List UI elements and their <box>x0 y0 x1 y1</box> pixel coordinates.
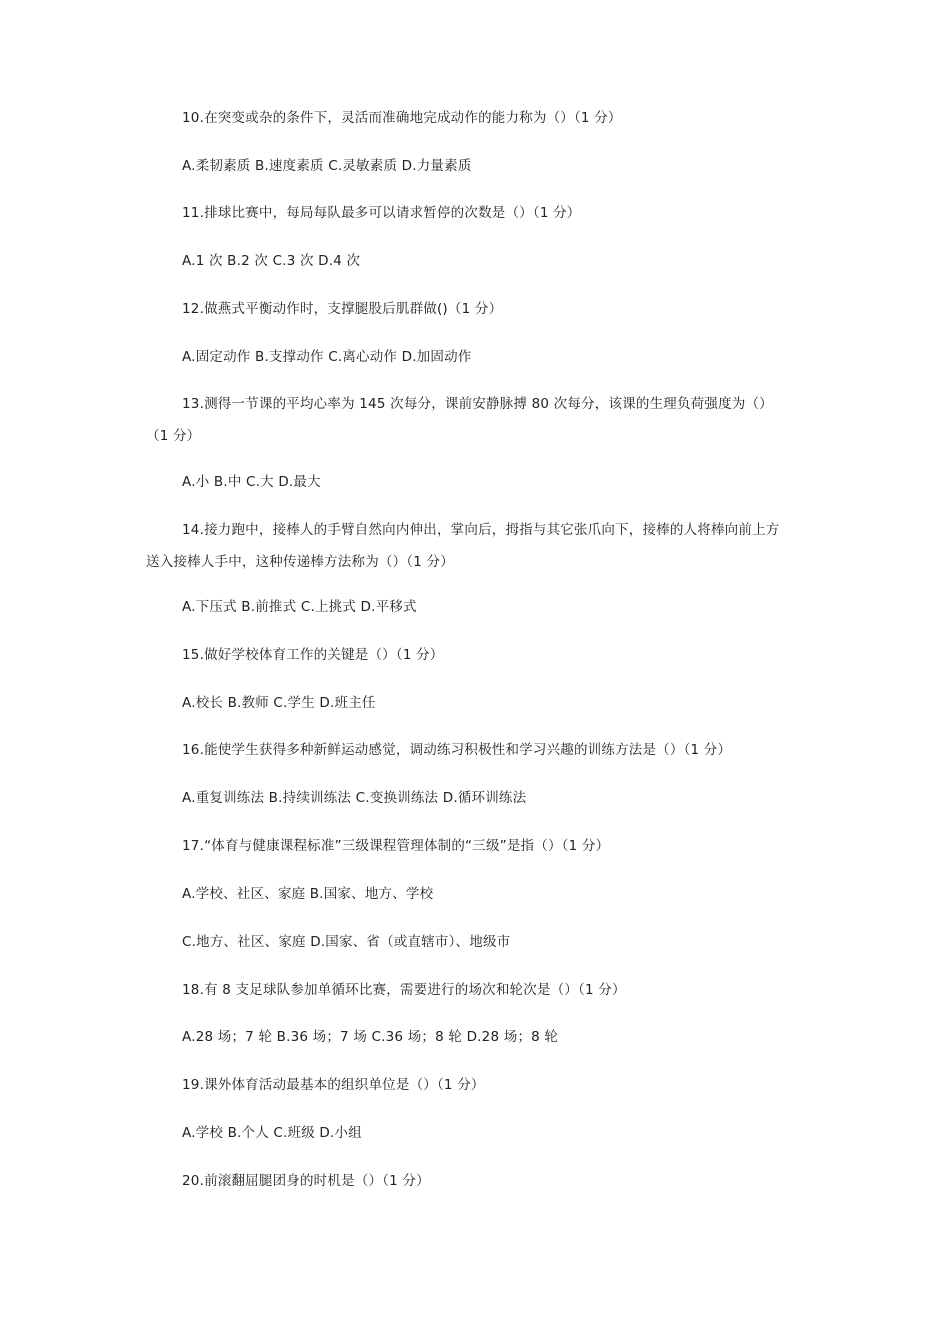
options-10: A.柔韧素质 B.速度素质 C.灵敏素质 D.力量素质 <box>182 158 472 174</box>
options-16: A.重复训练法 B.持续训练法 C.变换训练法 D.循环训练法 <box>182 790 527 806</box>
options-18: A.28 场；7 轮 B.36 场；7 场 C.36 场；8 轮 D.28 场；8 轮 <box>182 1029 559 1045</box>
options-17-line-1: A.学校、社区、家庭 B.国家、地方、学校 <box>182 886 434 902</box>
question-13-continued: （1 分） <box>146 428 201 444</box>
options-14: A.下压式 B.前推式 C.上挑式 D.平移式 <box>182 599 417 615</box>
question-13: 13.测得一节课的平均心率为 145 次每分，课前安静脉搏 80 次每分，该课的生理负荷强度为（） <box>182 396 773 412</box>
question-18: 18.有 8 支足球队参加单循环比赛，需要进行的场次和轮次是（）（1 分） <box>182 982 626 998</box>
options-13: A.小 B.中 C.大 D.最大 <box>182 474 321 490</box>
question-14-continued: 送入接棒人手中，这种传递棒方法称为（）（1 分） <box>146 554 454 570</box>
question-19: 19.课外体育活动最基本的组织单位是（）（1 分） <box>182 1077 485 1093</box>
options-17-line-2: C.地方、社区、家庭 D.国家、省（或直辖市）、地级市 <box>182 934 511 950</box>
question-14: 14.接力跑中，接棒人的手臂自然向内伸出，掌向后，拇指与其它张爪向下，接棒的人将棒向前上方 <box>182 522 780 538</box>
question-10: 10.在突变或杂的条件下，灵活而准确地完成动作的能力称为（）（1 分） <box>182 110 622 126</box>
question-15: 15.做好学校体育工作的关键是（）（1 分） <box>182 647 444 663</box>
options-12: A.固定动作 B.支撑动作 C.离心动作 D.加固动作 <box>182 349 472 365</box>
question-12: 12.做燕式平衡动作时，支撑腿股后肌群做()（1 分） <box>182 301 503 317</box>
question-20: 20.前滚翻屈腿团身的时机是（）（1 分） <box>182 1173 430 1189</box>
options-11: A.1 次 B.2 次 C.3 次 D.4 次 <box>182 253 361 269</box>
question-17: 17.“体育与健康课程标准”三级课程管理体制的“三级”是指（）（1 分） <box>182 838 610 854</box>
options-15: A.校长 B.教师 C.学生 D.班主任 <box>182 695 376 711</box>
options-19: A.学校 B.个人 C.班级 D.小组 <box>182 1125 362 1141</box>
question-16: 16.能使学生获得多种新鲜运动感觉，调动练习积极性和学习兴趣的训练方法是（）（1 分） <box>182 742 732 758</box>
question-11: 11.排球比赛中，每局每队最多可以请求暂停的次数是（）（1 分） <box>182 205 581 221</box>
